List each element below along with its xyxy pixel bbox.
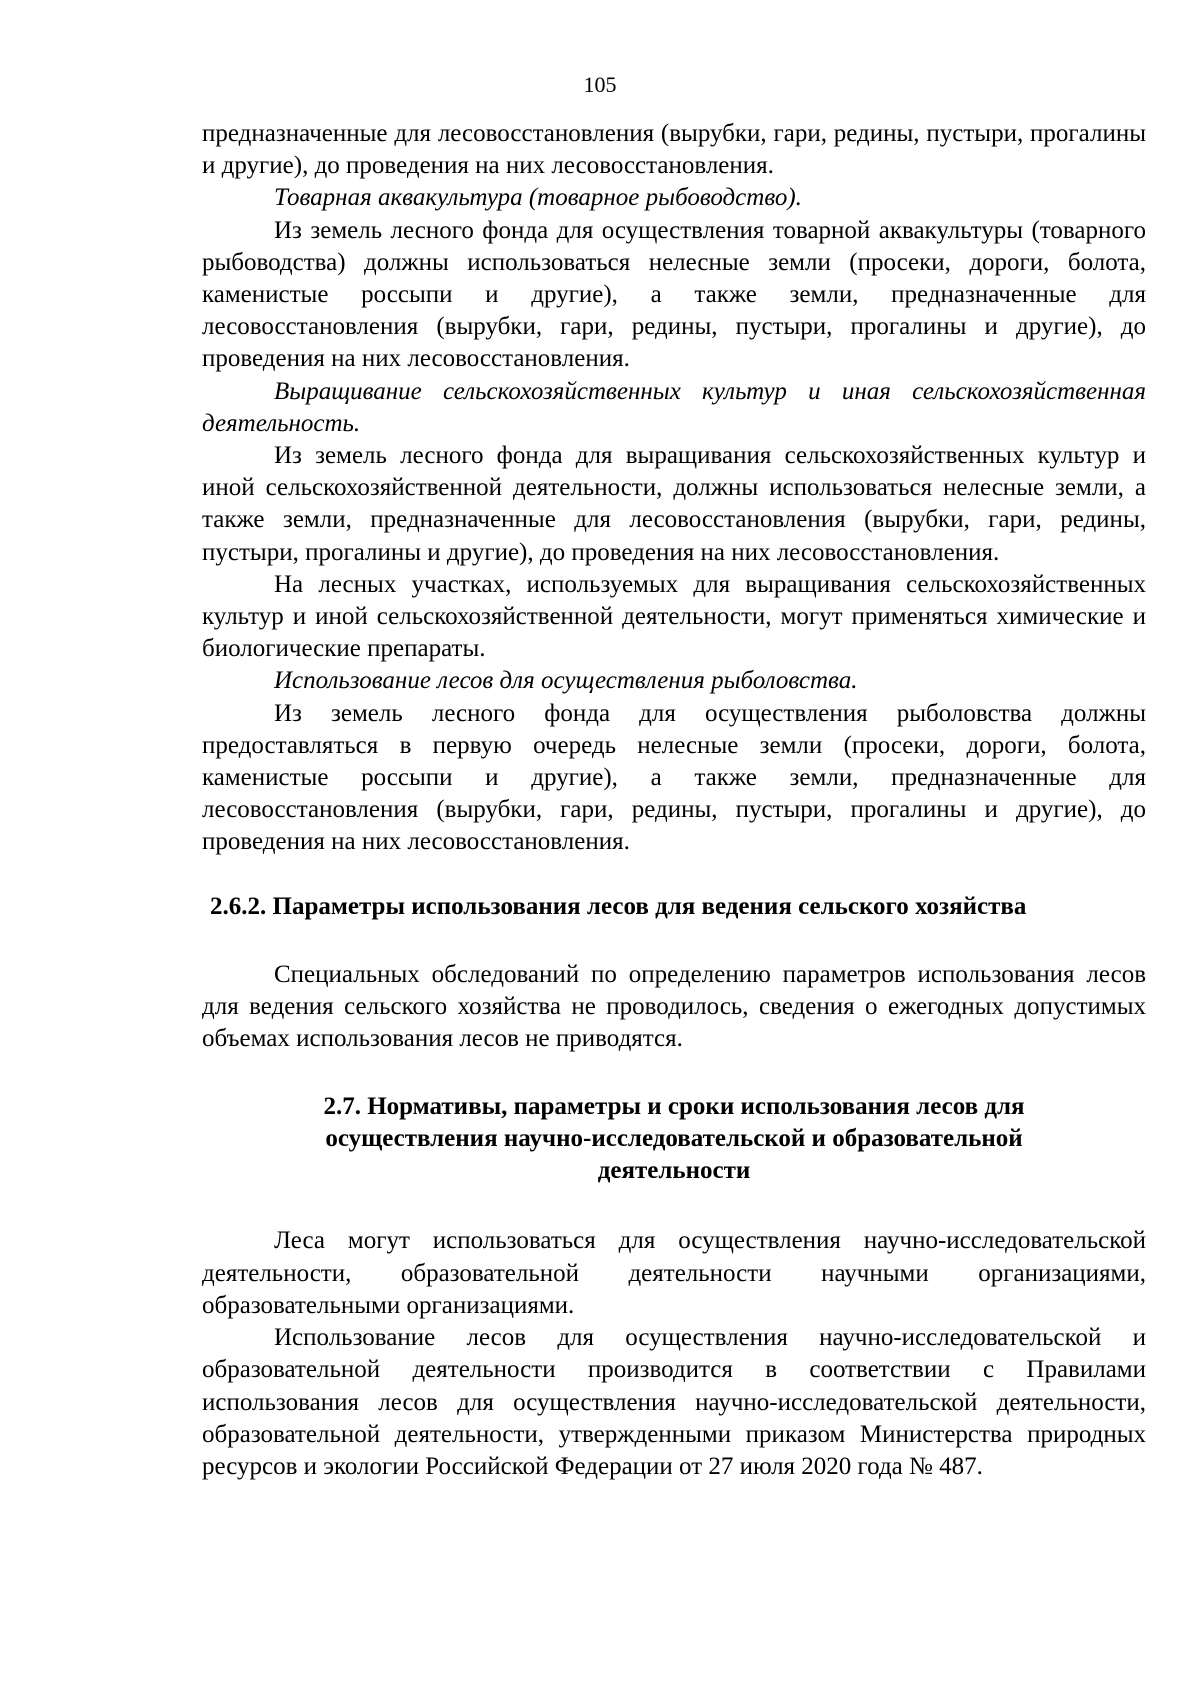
section-heading-2-7: 2.7. Нормативы, параметры и сроки использования лесов для осуществления научно-исследовательской и образовательной деятельности (323, 1093, 1025, 1185)
paragraph-agriculture-chemicals: На лесных участках, используемых для выращивания сельскохозяйственных культур и иной сельскохозяйственной деятельности, могут применяться химические и биологические препараты. (202, 570, 1146, 663)
section-heading-2-6-2: 2.6.2. Параметры использования лесов для ведения сельского хозяйства (210, 892, 1027, 920)
subheading-agriculture: Выращивание сельскохозяйственных культур и иная сельскохозяйственная деятельность. (202, 377, 1146, 437)
paragraph-aquaculture: Из земель лесного фонда для осуществления товарной аквакультуры (товарного рыбоводства) должны использоваться нелесные земли (просеки, дороги, болота, каменистые россыпи и другие), а также земли, предназначенные для лесовосстановления (вырубки, гари, редины, пустыри, прогалины и другие), до проведения на них лесовосстановления. (202, 216, 1146, 373)
paragraph-fishing: Из земель лесного фонда для осуществления рыболовства должны предоставляться в первую очередь нелесные земли (просеки, дороги, болота, каменистые россыпи и другие), а также земли, предназначенные для лесовосстановления (вырубки, гари, редины, пустыри, прогалины и другие), до проведения на них лесовосстановления. (202, 699, 1146, 856)
page-content (202, 118, 1146, 1483)
subheading-aquaculture: Товарная аквакультура (товарное рыбоводство). (274, 184, 802, 212)
paragraph-section-2-7-first: Леса могут использоваться для осуществления научно-исследовательской деятельности, образовательной деятельности научными организациями, образовательными организациями. (202, 1227, 1146, 1319)
paragraph-section-2-6-2: Специальных обследований по определению параметров использования лесов для ведения сельского хозяйства не проводилось, сведения о ежегодных допустимых объемах использования лесов не приводятся. (202, 960, 1146, 1053)
page-number: 105 (583, 72, 617, 97)
subheading-fishing: Использование лесов для осуществления рыболовства. (274, 667, 858, 695)
paragraph-section-2-7-second: Использование лесов для осуществления научно-исследовательской и образовательной деятельности производится в соответствии с Правилами использования лесов для осуществления научно-исследовательской деятельности, образовательной деятельности, утвержденными приказом Министерства природных ресурсов и экологии Российской Федерации от 27 июля 2020 года № 487. (202, 1324, 1146, 1480)
paragraph-agriculture-lands: Из земель лесного фонда для выращивания сельскохозяйственных культур и иной сельскохозяйственной деятельности, должны использоваться нелесные земли, а также земли, предназначенные для лесовосстановления (вырубки, гари, редины, пустыри, прогалины и другие), до проведения на них лесовосстановления. (202, 442, 1146, 566)
paragraph-continuation: предназначенные для лесовосстановления (вырубки, гари, редины, пустыри, прогалины и другие), до проведения на них лесовосстановления. (202, 120, 1146, 180)
